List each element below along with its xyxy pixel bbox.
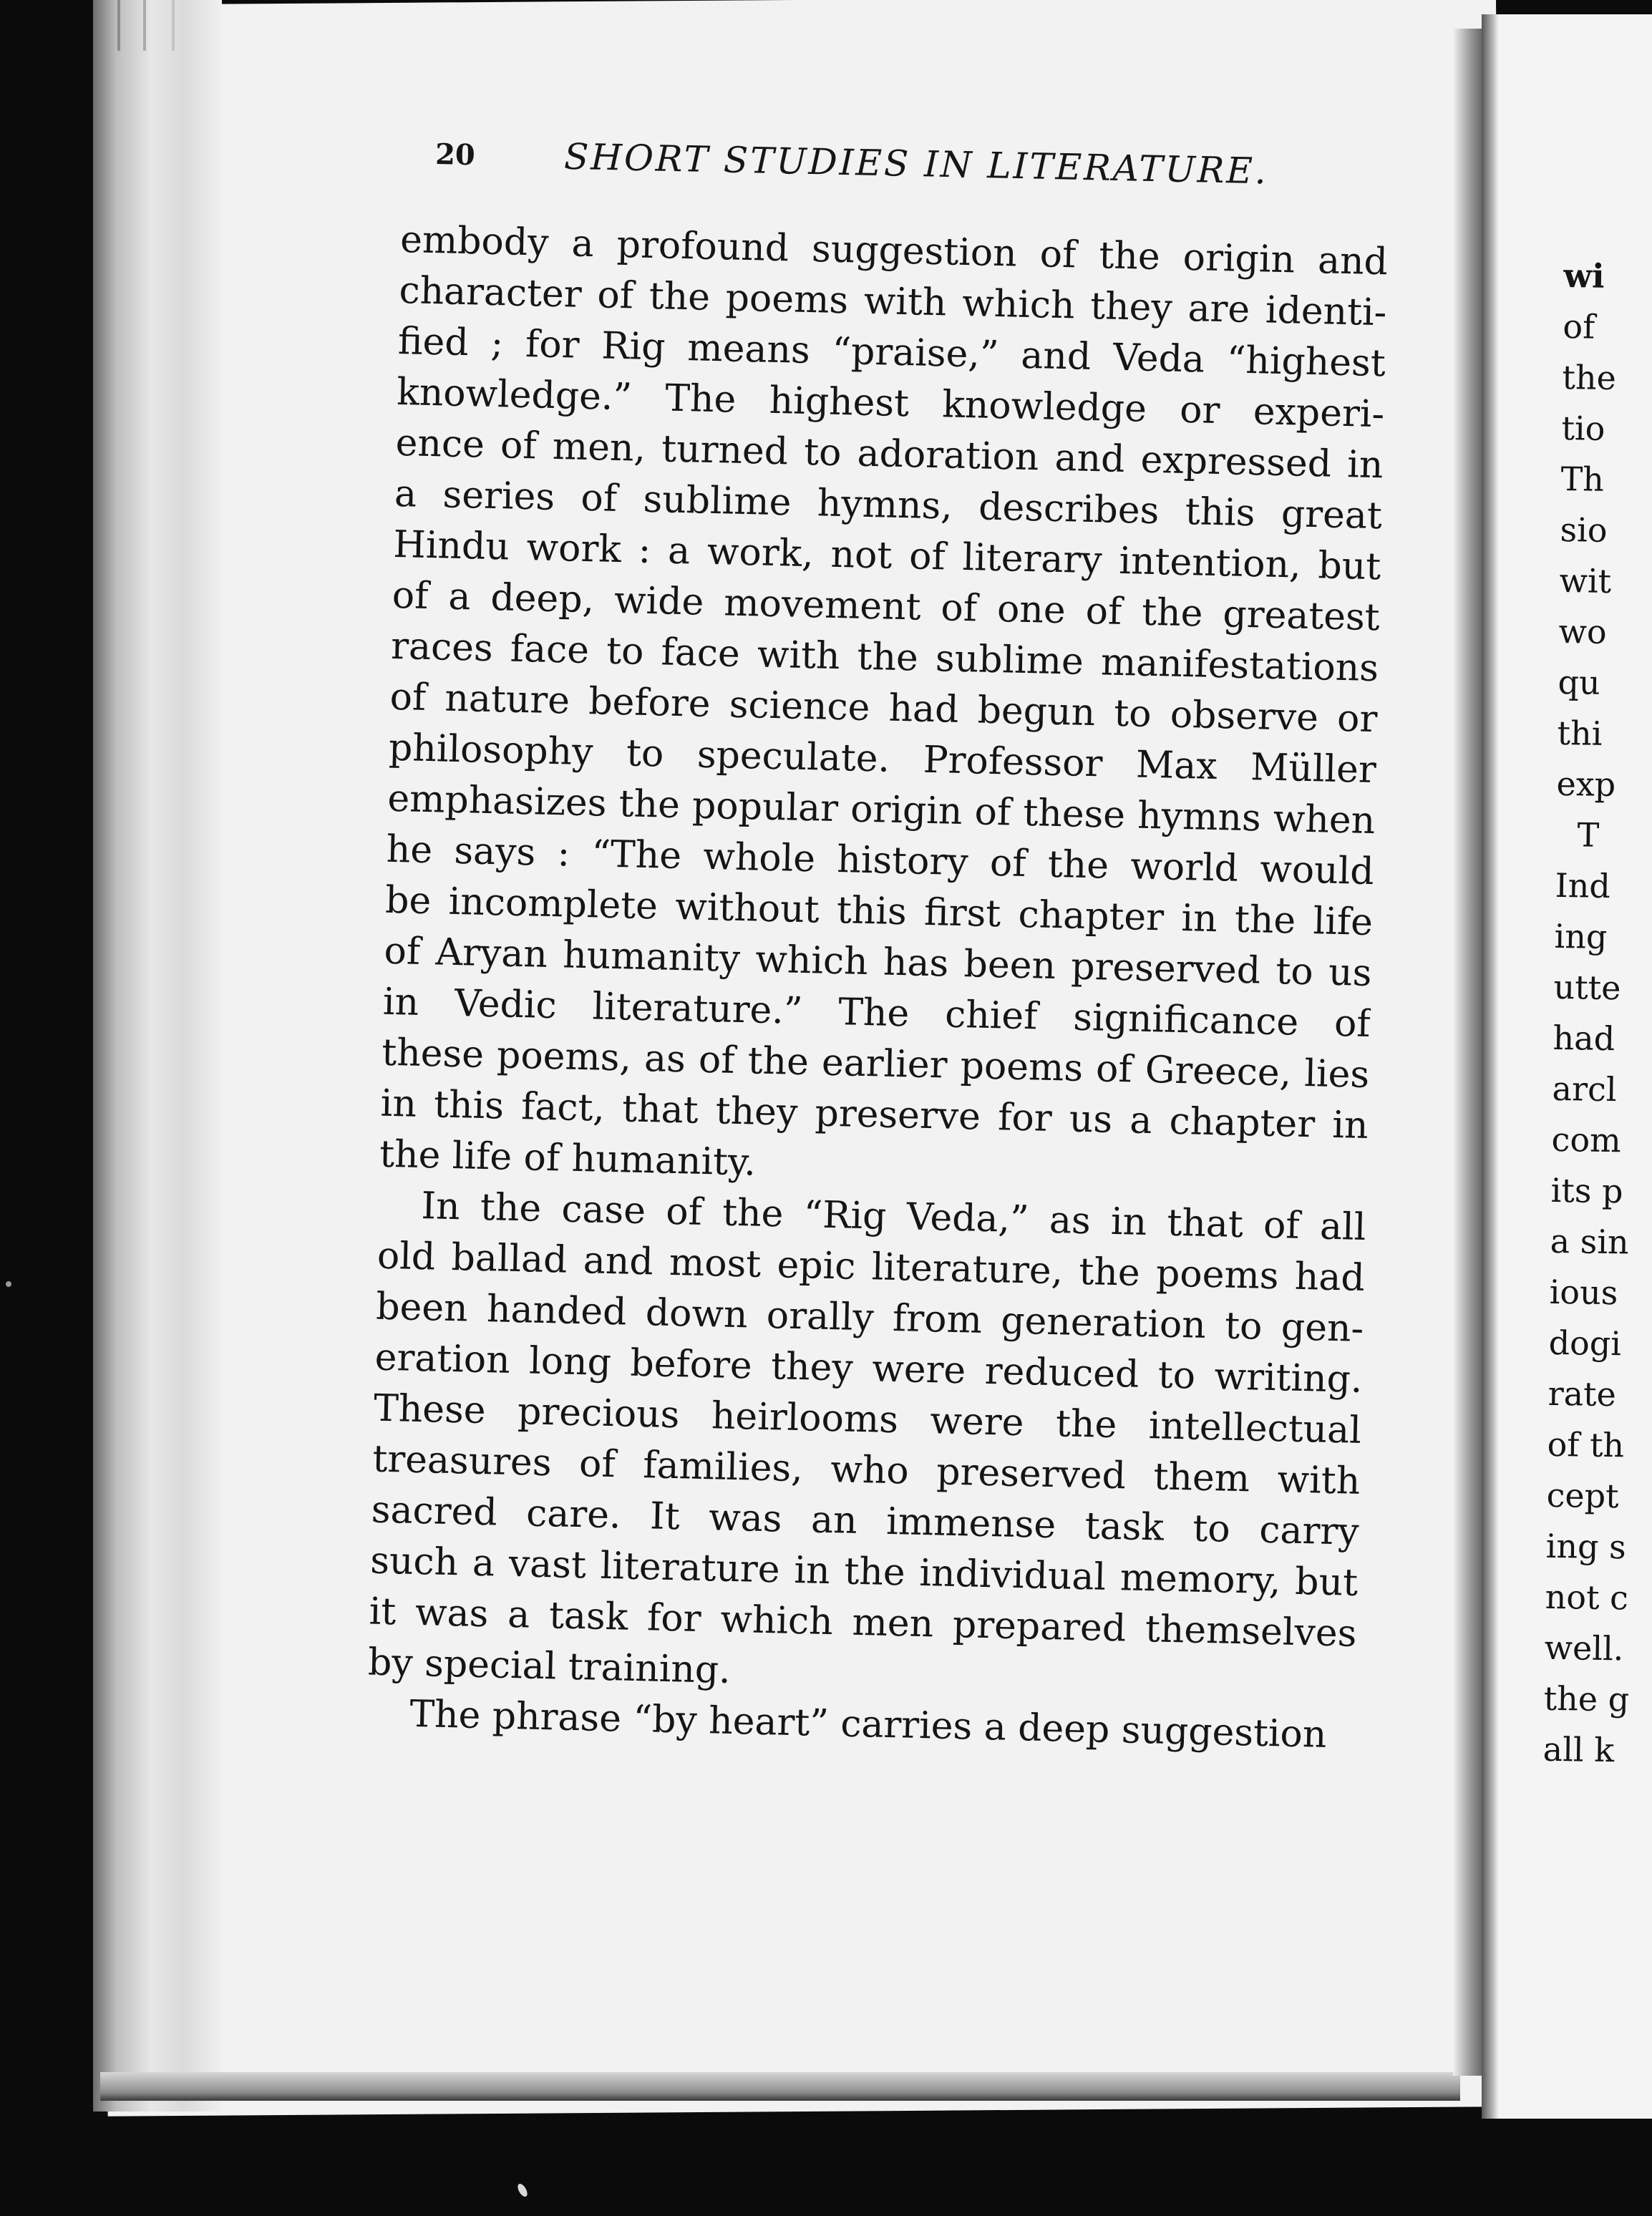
right-page-fragment: thi (1557, 713, 1603, 753)
right-page-fragment: of (1563, 306, 1595, 346)
text-line: eration long before they were reduced to writing. (374, 1336, 1364, 1401)
right-page-fragment: cept (1546, 1475, 1620, 1516)
text-line: The phrase “by heart” carries a deep suggestion (409, 1692, 1328, 1756)
right-page-fragment: ing (1554, 916, 1608, 956)
right-page-fragment: sio (1560, 510, 1608, 550)
text-line: in this fact, that they preserve for us a chapter in (380, 1082, 1369, 1147)
text-line: a series of sublime hymns, describes this great (394, 472, 1383, 538)
page-number: 20 (434, 137, 476, 172)
text-line: these poems, as of the earlier poems of Greece, lies (381, 1031, 1370, 1097)
right-page-fragment: the (1562, 357, 1617, 398)
right-page-fragment: of th (1547, 1424, 1625, 1465)
right-page-fragment: well. (1544, 1628, 1624, 1668)
right-page-fragment: wit (1559, 560, 1612, 601)
speck (6, 1281, 11, 1287)
running-title: SHORT STUDIES IN LITERATURE. (563, 135, 1269, 193)
right-page-fragment: arcl (1552, 1069, 1617, 1109)
text-line: old ballad and most epic literature, the poems had (376, 1234, 1366, 1300)
right-page-fragment: Ind (1555, 865, 1611, 905)
text-line: such a vast literature in the individual memory, but (369, 1539, 1359, 1605)
text-line: These precious heirlooms were the intellectual (373, 1386, 1362, 1452)
right-page-fragment: dogi (1548, 1323, 1622, 1364)
right-page-fragment: utte (1553, 967, 1621, 1008)
speck (516, 2182, 530, 2198)
right-page-fragment: a sin (1550, 1221, 1630, 1262)
right-page-fragment: not c (1545, 1577, 1629, 1618)
text-line: sacred care. It was an immense task to carry (371, 1488, 1360, 1554)
text-line: In the case of the “Rig Veda,” as in that of all (420, 1185, 1366, 1249)
text-line: races face to face with the sublime manifestations (390, 624, 1379, 691)
right-page-fragment: T (1577, 815, 1600, 855)
right-page-fragment: tio (1561, 408, 1605, 448)
right-page-fragment: qu (1558, 662, 1601, 702)
text-line: Hindu work : a work, not of literary intention, but (392, 523, 1381, 589)
text-line: treasures of families, who preserved them with (371, 1437, 1361, 1503)
text-line: he says : “The whole history of the world would (386, 827, 1375, 894)
text-line: in Vedic literature.” The chief significance of (382, 980, 1371, 1046)
text-line: of nature before science had begun to observe or (389, 675, 1379, 742)
text-line: ence of men, turned to adoration and expressed in (395, 421, 1384, 487)
right-page-fragment: the g (1543, 1678, 1630, 1719)
right-page-fragment: exp (1556, 764, 1616, 805)
text-line: by special training. (367, 1641, 732, 1692)
book-gutter (1453, 29, 1482, 2076)
text-line: been handed down orally from generation to gen- (375, 1285, 1364, 1351)
right-page-shadow (1482, 14, 1499, 2119)
body-text (366, 215, 1389, 1761)
right-page-fragment: ing s (1545, 1526, 1627, 1567)
text-line: emphasizes the popular origin of these hymns when (387, 777, 1376, 843)
paragraph (379, 215, 1388, 1202)
right-page-fragment: com (1551, 1119, 1622, 1160)
right-page-fragment: rate (1547, 1374, 1617, 1414)
text-line: philosophy to speculate. Professor Max Müller (388, 726, 1377, 792)
text-line: character of the poems with which they are identi- (398, 268, 1387, 335)
text-line: fied ; for Rig means “praise,” and Veda “highest (397, 319, 1386, 386)
bottom-page-edge (100, 2072, 1460, 2101)
right-page-fragment: ious (1549, 1272, 1618, 1313)
text-line: of a deep, wide movement of one of the greatest (392, 573, 1381, 640)
right-page-fragment: all k (1542, 1729, 1615, 1770)
right-page-fragment: wo (1558, 611, 1608, 651)
text-line: knowledge.” The highest knowledge or experi- (396, 370, 1385, 437)
text-line: the life of humanity. (379, 1132, 757, 1185)
text-line: it was a task for which men prepared themselves (369, 1590, 1358, 1656)
right-page-fragment: wi (1563, 256, 1605, 296)
text-line: embody a profound suggestion of the origin and (399, 218, 1389, 284)
text-line: be incomplete without this first chapter in the life (384, 878, 1374, 945)
text-line: of Aryan humanity which has been preserved to us (383, 929, 1372, 996)
right-page-fragment: had (1553, 1018, 1615, 1059)
left-page-edge (93, 0, 222, 2111)
right-page-fragment: Th (1560, 459, 1605, 499)
right-page-fragment: its p (1550, 1170, 1623, 1211)
paragraph (367, 1180, 1366, 1711)
